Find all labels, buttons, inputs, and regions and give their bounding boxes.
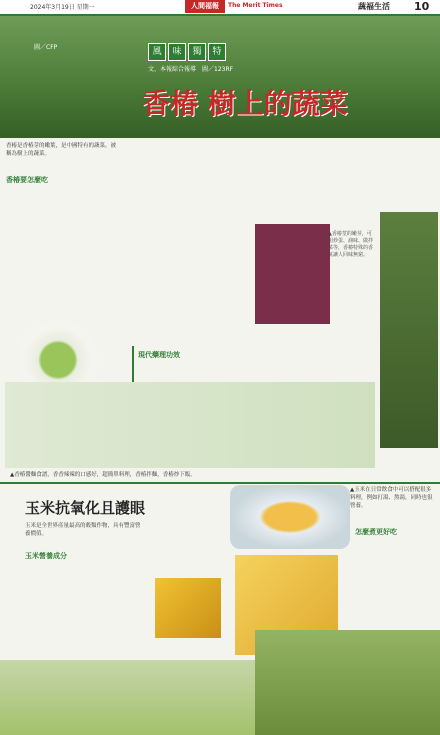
article-body: 玉米是全世界產量最高的穀類作物，具有豐富營養價值。 (25, 523, 141, 537)
article-body: 香椿是香椿芽的嫩葉，是中國特有的蔬菜，被稱為樹上的蔬菜。 (6, 143, 116, 157)
photo-caption: ▲玉米在日常飲食中可以搭配很多料理，例如打湯、熬湯，同時也很營養。 (350, 487, 433, 509)
tag-char: 獨 (188, 43, 206, 61)
article-column-2 (120, 142, 248, 342)
toon-dish-photo (255, 224, 330, 324)
article2-column-1 (25, 522, 145, 642)
subheading: 香椿要怎麼吃 (6, 176, 48, 184)
flavor-tag (148, 43, 226, 61)
tag-char: 味 (168, 43, 186, 61)
photo-caption: ▲香椿醬麵食譜，香香辣辣的口感好，超簡單料理，香椿拌麵，香椿炒下飯。 (10, 472, 196, 478)
article-title: 香椿 樹上的蔬菜 (142, 87, 348, 120)
corn-soup-photo (230, 485, 350, 549)
page-number: 10 (414, 0, 430, 13)
toon-tree-photo (380, 212, 438, 448)
subheading: 玉米營養成分 (25, 552, 67, 560)
newspaper-logo: 人間福報 (185, 0, 225, 13)
photo-caption: ▲香椿莖的嫩芽，可用炒蛋、滷味、做拌菜等，香椿特殊的香氣讓人回味無窮。 (328, 231, 374, 258)
byline: 文、本報綜合報導 圖／123RF (148, 66, 234, 73)
hero-photo-credit: 圖／CFP (34, 44, 58, 51)
toon-noodle-photo (5, 382, 375, 468)
hero-banner (0, 16, 440, 138)
article2-column-3 (355, 528, 435, 638)
tag-char: 風 (148, 43, 166, 61)
article-column-3 (255, 142, 375, 222)
page-header (0, 0, 440, 16)
section-name: 蔬福生活 (358, 2, 390, 11)
issue-date: 2024年3月19日 星期一 (30, 4, 95, 11)
newspaper-logo-en: The Merit Times (228, 2, 283, 9)
article-column-1 (6, 142, 116, 312)
subheading: 怎麼煮更好吃 (355, 528, 397, 536)
corn-field-photo-2 (255, 630, 440, 735)
grilled-corn-photo (155, 578, 221, 638)
subheading: 現代藥理功效 (138, 351, 180, 359)
tag-char: 特 (208, 43, 226, 61)
section-divider (0, 482, 440, 484)
article-title: 玉米抗氧化且護眼 (25, 499, 146, 517)
